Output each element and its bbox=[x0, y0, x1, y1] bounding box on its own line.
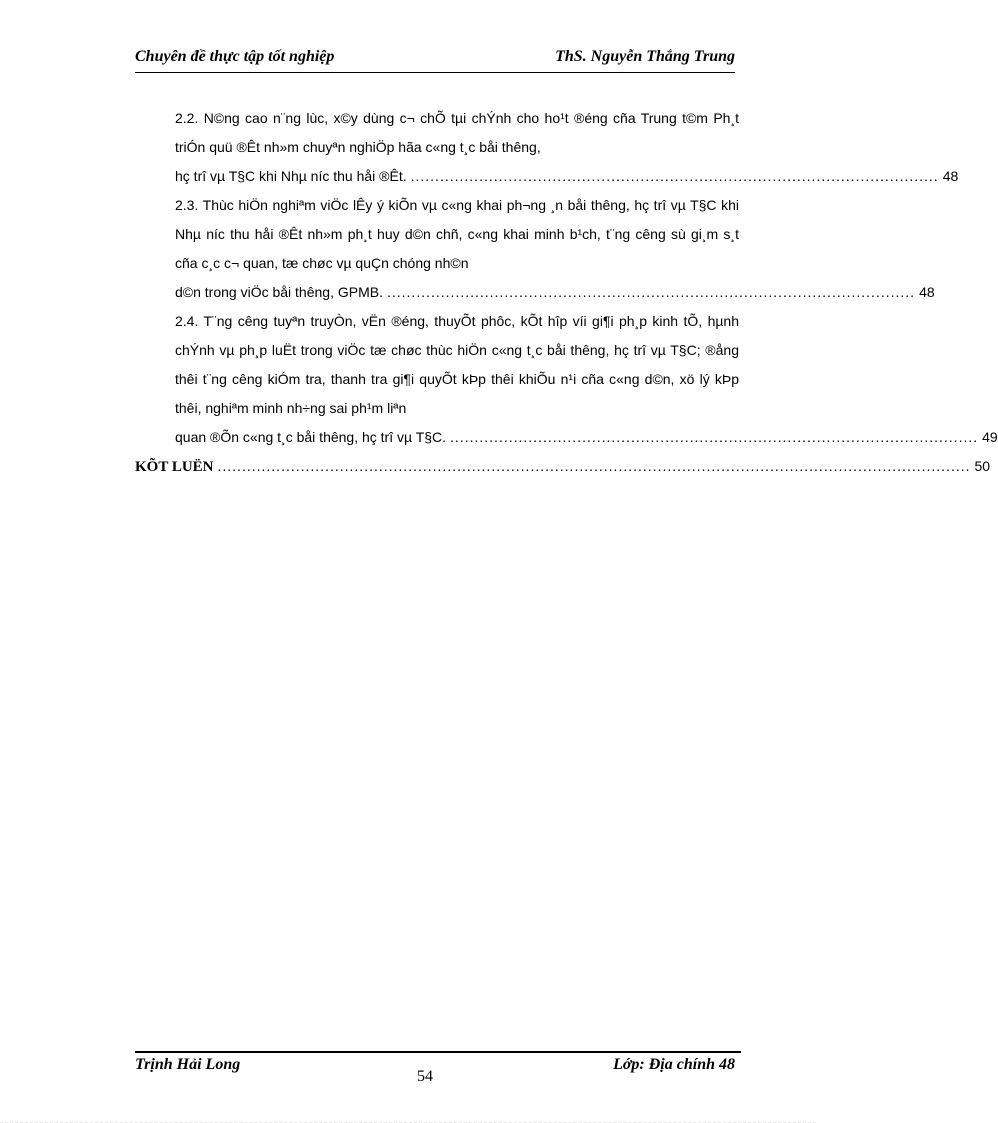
toc-entry-conclusion[interactable] bbox=[135, 452, 991, 482]
footer-class: Lớp: Địa chính 48 bbox=[613, 1056, 735, 1073]
page-header bbox=[135, 44, 735, 73]
footer-author: Trịnh Hải Long bbox=[135, 1056, 241, 1073]
toc-entry-tail-text: d©n trong viÖc båi thêng, GPMB. bbox=[175, 284, 383, 300]
toc-entry-text: 2.4. T¨ng cêng tuyªn truyÒn, vËn ®éng, thuyÕt phôc, kÕt hîp víi gi¶i ph¸p kinh tÕ, hµnh chÝnh vµ ph¸p luËt trong viÖc tæ chøc thùc hiÖn c«ng t¸c båi thêng, hç trî vµ T§C; ®ång thêi t¨ng cêng kiÓm tra, thanh tra gi¶i quyÕt kÞp thêi khiÕu n¹i cña c«ng d©n, xö lý kÞp thêi, nghiªm minh nh÷ng sai ph¹m liªn bbox=[175, 313, 739, 416]
toc-page-number: 49 bbox=[982, 429, 998, 445]
table-of-contents bbox=[135, 104, 998, 482]
toc-entry-text: 2.2. N©ng cao n¨ng lùc, x©y dùng c¬ chÕ tµi chÝnh cho ho¹t ®éng cña Trung t©m Ph¸t triÓn quü ®Êt nh»m chuyªn nghiÖp hãa c«ng t¸c båi thêng, bbox=[175, 110, 739, 155]
toc-leader-dots: ............................................................................................................ bbox=[386, 284, 916, 300]
toc-entry[interactable] bbox=[175, 307, 998, 452]
toc-leader-dots: ............................................................................................................ bbox=[450, 429, 979, 445]
toc-leader-dots: ............................................................................................................ bbox=[410, 168, 939, 184]
header-supervisor: ThS. Nguyễn Thắng Trung bbox=[555, 48, 735, 65]
toc-entry-tail bbox=[175, 423, 998, 452]
toc-entry-tail-text: quan ®Õn c«ng t¸c båi thêng, hç trî vµ T§C. bbox=[175, 429, 447, 445]
toc-leader-dots: .......................................................................................................................................................... bbox=[217, 458, 971, 474]
page-number: 54 bbox=[417, 1068, 433, 1085]
toc-conclusion-title: KÕT LUËN bbox=[135, 459, 214, 475]
header-document-title: Chuyên đề thực tập tốt nghiệp bbox=[135, 48, 335, 65]
toc-entry-tail-text: hç trî vµ T§C khi Nhµ níc thu håi ®Êt. bbox=[175, 168, 407, 184]
toc-page-number: 50 bbox=[974, 458, 991, 474]
toc-entry-text: 2.3. Thùc hiÖn nghiªm viÖc lÊy ý kiÕn vµ c«ng khai ph¬ng ¸n båi thêng, hç trî vµ T§C khi Nhµ níc thu håi ®Êt nh»m ph¸t huy d©n chñ, c«ng khai minh b¹ch, t¨ng cêng sù gi¸m s¸t cña c¸c c¬ quan, tæ chøc vµ quÇn chóng nh©n bbox=[175, 197, 739, 271]
footer-rule bbox=[135, 1051, 741, 1053]
toc-entry-tail bbox=[175, 162, 959, 191]
toc-page-number: 48 bbox=[919, 284, 935, 300]
toc-entry[interactable] bbox=[175, 191, 935, 307]
toc-page-number: 48 bbox=[942, 168, 959, 184]
toc-entry-tail bbox=[175, 278, 935, 307]
page-footer bbox=[135, 1056, 735, 1096]
toc-entry[interactable] bbox=[175, 104, 959, 191]
